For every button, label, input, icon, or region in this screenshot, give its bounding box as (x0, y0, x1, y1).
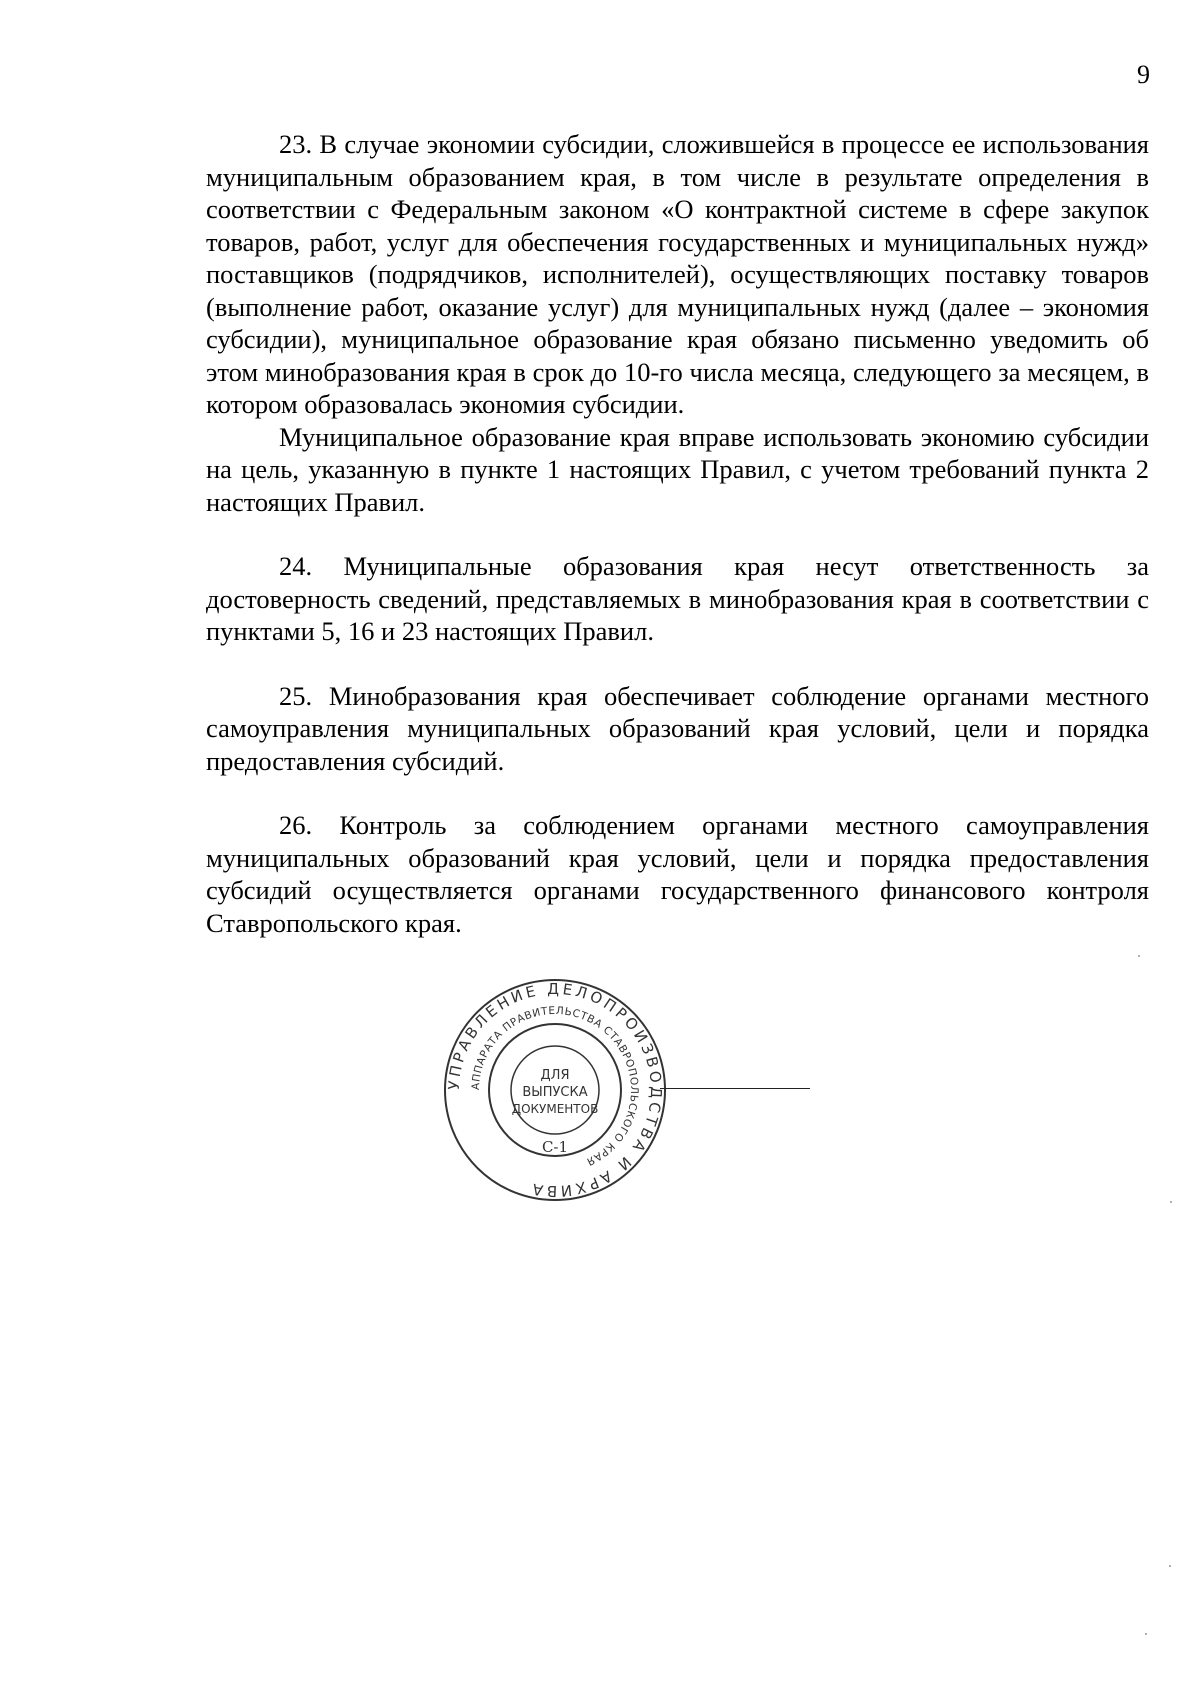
stamp-inner-text: АППАРАТА ПРАВИТЕЛЬСТВА СТАВРОПОЛЬСКОГО КРАЯ (469, 1004, 641, 1168)
scan-speck (1138, 955, 1140, 957)
page-number: 9 (1137, 60, 1150, 89)
official-stamp (440, 975, 670, 1205)
scan-speck (1145, 1633, 1147, 1635)
paragraph-23-continuation: Муниципальное образование края вправе использовать экономию субсидии на цель, указанную в пункте 1 настоящих Правил, с учетом требований пункта 2 настоящих Правил. (206, 421, 1149, 517)
paragraph-23: 23. В случае экономии субсидии, сложившейся в процессе ее использования муниципальным образованием края, в том числе в результате определения в соответствии с Федеральным законом «О контрактной системе в сфере закупок товаров, работ, услуг для обеспечения государственных и муниципальных нужд» поставщиков (подрядчиков, исполнителей), осуществляющих поставку товаров (выполнение работ, оказание услуг) для муниципальных нужд (далее – экономия субсидии), муниципальное образование края обязано письменно уведомить об этом минобразования края в срок до 10-го числа месяца, следующего за месяцем, в котором образовалась экономия субсидии. (206, 129, 1149, 419)
signature-line (660, 1088, 810, 1089)
paragraph-25: 25. Минобразования края обеспечивает соблюдение органами местного самоуправления муниципальных образований края условий, цели и порядка предоставления субсидий. (206, 680, 1149, 776)
paragraph-24: 24. Муниципальные образования края несут ответственность за достоверность сведений, представляемых в минобразования края в соответствии с пунктами 5, 16 и 23 настоящих Правил. (206, 551, 1149, 646)
scan-speck (1169, 1565, 1171, 1567)
document-body (206, 128, 1149, 939)
stamp-outer-text: УПРАВЛЕНИЕ ДЕЛОПРОИЗВОДСТВА И АРХИВА (444, 979, 666, 1201)
stamp-center-line-2: ВЫПУСКА (522, 1085, 588, 1100)
stamp-center-line-1: ДЛЯ (540, 1068, 570, 1083)
stamp-code: С-1 (541, 1138, 569, 1156)
scan-speck (1170, 1201, 1172, 1203)
paragraph-26: 26. Контроль за соблюдением органами местного самоуправления муниципальных образований края условий, цели и порядка предоставления субсидий осуществляется органами государственного финансового контроля Ставропольского края. (206, 810, 1149, 938)
stamp-center-line-3: ДОКУМЕНТОВ (511, 1102, 599, 1116)
